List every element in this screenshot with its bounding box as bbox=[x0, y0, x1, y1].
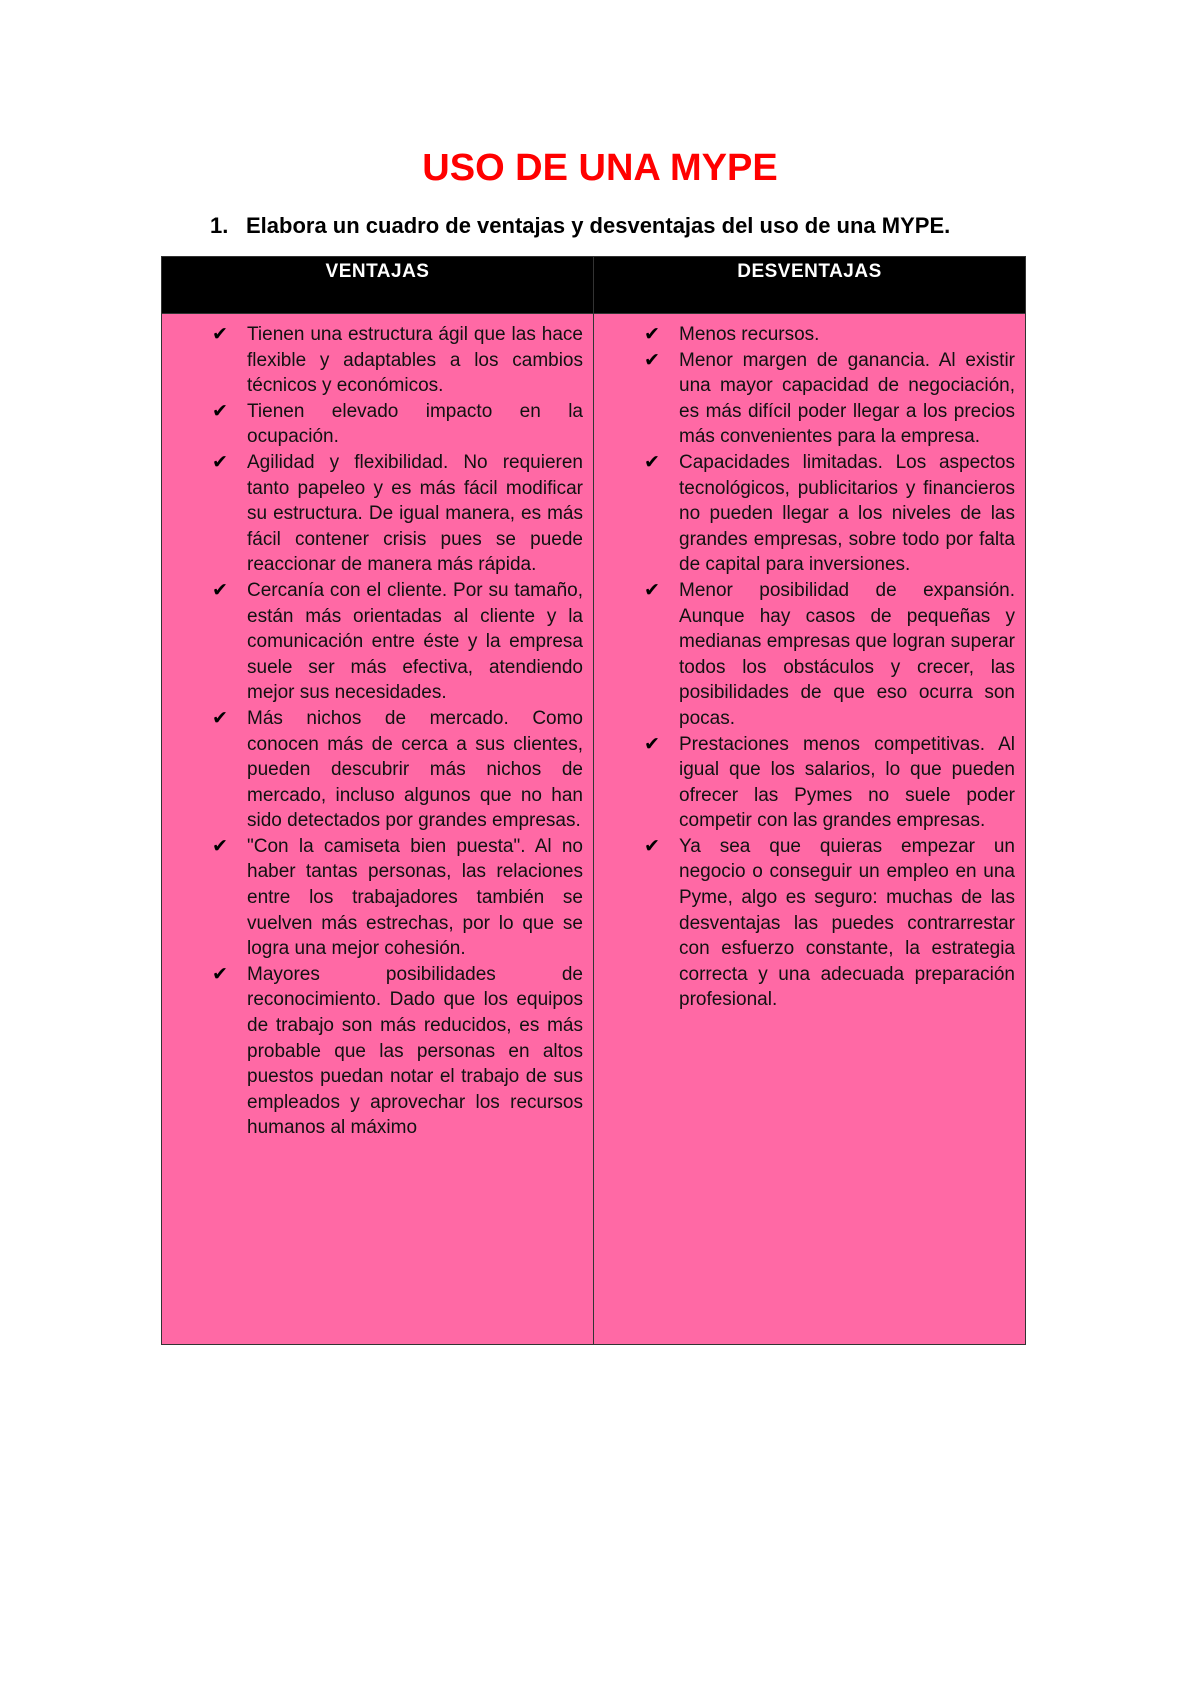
list-item bbox=[172, 706, 583, 834]
list-item bbox=[172, 962, 583, 1141]
list-item bbox=[604, 322, 1015, 348]
checkmark-icon: ✔ bbox=[644, 732, 660, 755]
checkmark-icon: ✔ bbox=[212, 323, 228, 345]
list-item-text: Menor posibilidad de expansión. Aunque hay casos de pequeñas y medianas empresas que logran superar todos los obstáculos y crecer, las posibilidades de que eso ocurra son pocas. bbox=[679, 579, 1015, 729]
ventajas-cell bbox=[162, 314, 594, 1345]
comparison-table bbox=[161, 256, 1026, 1345]
checkmark-icon: ✔ bbox=[212, 962, 228, 985]
ventajas-list bbox=[172, 322, 583, 1141]
checkmark-icon: ✔ bbox=[644, 323, 660, 345]
list-item-text: Menor margen de ganancia. Al existir una mayor capacidad de negociación, es más difícil poder llegar a los precios más convenientes para la empresa. bbox=[679, 349, 1015, 448]
header-desventajas: DESVENTAJAS bbox=[594, 257, 1026, 314]
list-item bbox=[172, 322, 583, 399]
desventajas-cell bbox=[594, 314, 1026, 1345]
list-item-text: Agilidad y flexibilidad. No requieren tanto papeleo y es más fácil modificar su estructura. De igual manera, es más fácil contener crisis pues se puede reaccionar de manera más rápida. bbox=[247, 451, 583, 576]
instruction-text: Elabora un cuadro de ventajas y desventajas del uso de una MYPE. bbox=[246, 213, 951, 238]
checkmark-icon: ✔ bbox=[212, 399, 228, 422]
list-item-text: Prestaciones menos competitivas. Al igual que los salarios, lo que pueden ofrecer las Pymes no suele poder competir con las grandes empresas. bbox=[679, 733, 1015, 832]
list-item-text: Capacidades limitadas. Los aspectos tecnológicos, publicitarios y financieros no pueden llegar a los niveles de las grandes empresas, sobre todo por falta de capital para inversiones. bbox=[679, 451, 1015, 576]
checkmark-icon: ✔ bbox=[212, 578, 228, 601]
table-header-row bbox=[162, 257, 1026, 314]
list-item-text: Mayores posibilidades de reconocimiento. Dado que los equipos de trabajo son más reducidos, es más probable que las personas en altos puestos puedan notar el trabajo de sus empleados y aprovechar los recursos humanos al máximo bbox=[247, 963, 583, 1139]
list-item bbox=[604, 732, 1015, 834]
list-item-text: Ya sea que quieras empezar un negocio o conseguir un empleo en una Pyme, algo es seguro: muchas de las desventajas las puedes contrarrestar con esfuerzo constante, la estrategia correcta y una adecuada preparación profesional. bbox=[679, 835, 1015, 1011]
list-item-text: Menos recursos. bbox=[679, 324, 820, 345]
checkmark-icon: ✔ bbox=[644, 348, 660, 371]
list-item bbox=[604, 450, 1015, 578]
list-item-text: "Con la camiseta bien puesta". Al no haber tantas personas, las relaciones entre los trabajadores también se vuelven más estrechas, por lo que se logra una mejor cohesión. bbox=[247, 835, 583, 960]
instruction-number: 1. bbox=[210, 213, 229, 238]
list-item-text: Más nichos de mercado. Como conocen más de cerca a sus clientes, pueden descubrir más nichos de mercado, incluso algunos que no han sido detectados por grandes empresas. bbox=[247, 707, 583, 832]
page-title: USO DE UNA MYPE bbox=[422, 147, 778, 189]
desventajas-list bbox=[604, 322, 1015, 1013]
checkmark-icon: ✔ bbox=[644, 578, 660, 601]
list-item bbox=[172, 399, 583, 450]
list-item bbox=[172, 450, 583, 578]
checkmark-icon: ✔ bbox=[212, 834, 228, 857]
checkmark-icon: ✔ bbox=[644, 834, 660, 857]
list-item bbox=[604, 348, 1015, 450]
list-item-text: Tienen elevado impacto en la ocupación. bbox=[247, 400, 583, 448]
list-item bbox=[604, 834, 1015, 1013]
table-body-row bbox=[162, 314, 1026, 1345]
list-item-text: Tienen una estructura ágil que las hace flexible y adaptables a los cambios técnicos y económicos. bbox=[247, 324, 583, 397]
checkmark-icon: ✔ bbox=[212, 706, 228, 729]
list-item bbox=[172, 578, 583, 706]
checkmark-icon: ✔ bbox=[212, 450, 228, 473]
instruction bbox=[210, 212, 1110, 240]
list-item-text: Cercanía con el cliente. Por su tamaño, están más orientadas al cliente y la comunicación entre éste y la empresa suele ser más efectiva, atendiendo mejor sus necesidades. bbox=[247, 579, 583, 704]
list-item bbox=[604, 578, 1015, 732]
checkmark-icon: ✔ bbox=[644, 450, 660, 473]
header-ventajas: VENTAJAS bbox=[162, 257, 594, 314]
list-item bbox=[172, 834, 583, 962]
